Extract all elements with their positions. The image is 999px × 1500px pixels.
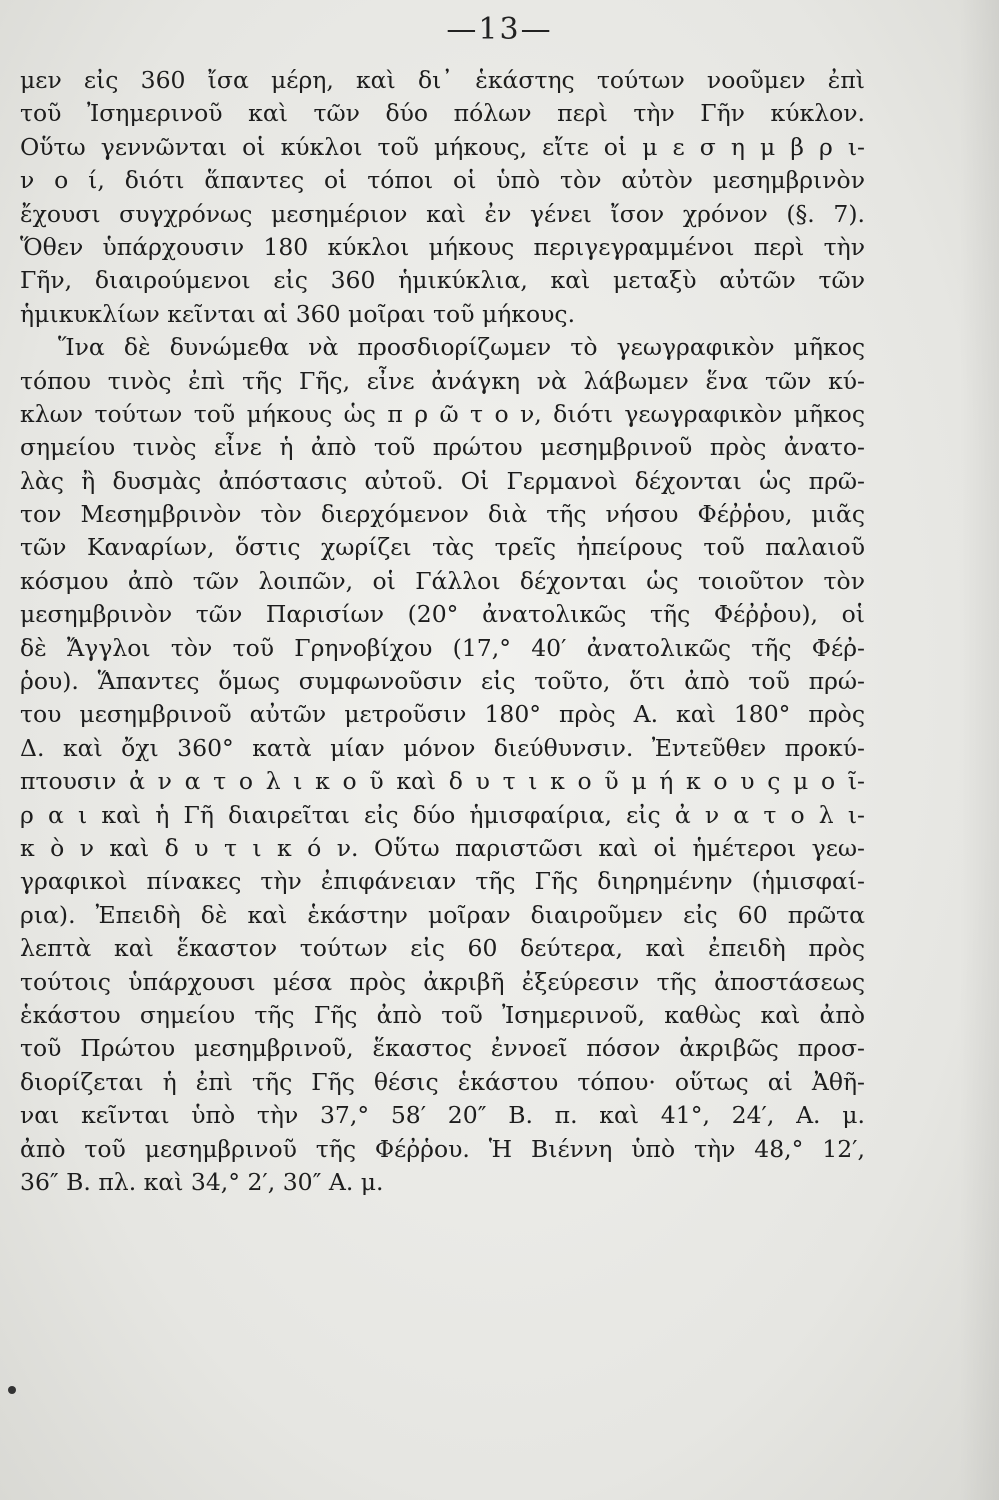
text-line: κλων τούτων τοῦ μήκους ὡς π ρ ῶ τ ο ν, διότι γεωγραφικὸν μῆκος xyxy=(20,399,865,428)
text-line: γραφικοὶ πίνακες τὴν ἐπιφάνειαν τῆς Γῆς διηρημένην (ἡμισφαί- xyxy=(20,867,865,896)
text-line: ἡμικυκλίων κεῖνται αἱ 360 μοῖραι τοῦ μήκους. xyxy=(20,299,576,328)
text-line: τοῦ Πρώτου μεσημβρινοῦ, ἕκαστος ἐννοεῖ πόσον ἀκριβῶς προσ- xyxy=(20,1034,865,1063)
text-line: ν ο ί, διότι ἅπαντες οἱ τόποι οἱ ὑπὸ τὸν αὐτὸν μεσημβρινὸν xyxy=(20,166,865,195)
text-line: πτουσιν ἀ ν α τ ο λ ι κ ο ῦ καὶ δ υ τ ι κ ο ῦ μ ή κ ο υ ς μ ο ῖ- xyxy=(20,767,865,796)
text-line: λεπτὰ καὶ ἕκαστον τούτων εἰς 60 δεύτερα, καὶ ἐπειδὴ πρὸς xyxy=(20,934,865,963)
body-text xyxy=(20,64,865,1199)
text-line: ρια). Ἐπειδὴ δὲ καὶ ἑκάστην μοῖραν διαιροῦμεν εἰς 60 πρῶτα xyxy=(20,900,865,929)
text-line: μεσημβρινὸν τῶν Παρισίων (20° ἀνατολικῶς τῆς Φέῤῥου), οἱ xyxy=(20,600,865,629)
text-line: τῶν Καναρίων, ὅστις χωρίζει τὰς τρεῖς ἠπείρους τοῦ παλαιοῦ xyxy=(20,533,865,562)
text-line: ῥου). Ἅπαντες ὅμως συμφωνοῦσιν εἰς τοῦτο, ὅτι ἀπὸ τοῦ πρώ- xyxy=(20,667,865,696)
text-line: Ἵνα δὲ δυνώμεθα νὰ προσδιορίζωμεν τὸ γεωγραφικὸν μῆκος xyxy=(58,333,865,362)
text-line: Δ. καὶ ὄχι 360° κατὰ μίαν μόνον διεύθυνσιν. Ἐντεῦθεν προκύ- xyxy=(20,733,865,762)
text-line: 36″ Β. πλ. καὶ 34,° 2′, 30″ Α. μ. xyxy=(20,1167,384,1196)
text-line: σημείου τινὸς εἶνε ἡ ἀπὸ τοῦ πρώτου μεσημβρινοῦ πρὸς ἀνατο- xyxy=(20,433,865,462)
text-line: ἑκάστου σημείου τῆς Γῆς ἀπὸ τοῦ Ἰσημερινοῦ, καθὼς καὶ ἀπὸ xyxy=(20,1000,865,1029)
page-number: —13— xyxy=(446,12,553,47)
text-line: Ὅθεν ὑπάρχουσιν 180 κύκλοι μήκους περιγεγραμμένοι περὶ τὴν xyxy=(20,232,865,261)
text-line: κ ὸ ν καὶ δ υ τ ι κ ό ν. Οὕτω παριστῶσι καὶ οἱ ἡμέτεροι γεω- xyxy=(20,833,865,862)
text-line: ρ α ι καὶ ἡ Γῆ διαιρεῖται εἰς δύο ἡμισφαίρια, εἰς ἀ ν α τ ο λ ι- xyxy=(20,800,865,829)
text-line: τον Μεσημβρινὸν τὸν διερχόμενον διὰ τῆς νήσου Φέῤῥου, μιᾶς xyxy=(20,500,865,529)
ink-speck xyxy=(8,1386,16,1394)
text-line: μεν εἰς 360 ἴσα μέρη, καὶ δι᾽ ἑκάστης τούτων νοοῦμεν ἐπὶ xyxy=(20,66,865,94)
text-line: τόπου τινὸς ἐπὶ τῆς Γῆς, εἶνε ἀνάγκη νὰ λάβωμεν ἕνα τῶν κύ- xyxy=(20,366,865,395)
text-line: Γῆν, διαιρούμενοι εἰς 360 ἡμικύκλια, καὶ μεταξὺ αὐτῶν τῶν xyxy=(20,266,865,295)
text-line: Οὕτω γεννῶνται οἱ κύκλοι τοῦ μήκους, εἴτε οἱ μ ε σ η μ β ρ ι- xyxy=(20,132,865,161)
text-line: ναι κεῖνται ὑπὸ τὴν 37,° 58′ 20″ Β. π. καὶ 41°, 24′, Α. μ. xyxy=(20,1101,865,1130)
text-line: τοῦ Ἰσημερινοῦ καὶ τῶν δύο πόλων περὶ τὴν Γῆν κύκλον. xyxy=(20,99,865,128)
text-line: του μεσημβρινοῦ αὐτῶν μετροῦσιν 180° πρὸς Α. καὶ 180° πρὸς xyxy=(20,700,865,729)
text-line: λὰς ἢ δυσμὰς ἀπόστασις αὐτοῦ. Οἱ Γερμανοὶ δέχονται ὡς πρῶ- xyxy=(20,466,865,495)
text-line: ἀπὸ τοῦ μεσημβρινοῦ τῆς Φέῤῥου. Ἡ Βιέννη ὑπὸ τὴν 48,° 12′, xyxy=(20,1134,865,1163)
text-line: τούτοις ὑπάρχουσι μέσα πρὸς ἀκριβῆ ἐξεύρεσιν τῆς ἀποστάσεως xyxy=(20,967,865,996)
text-line: διορίζεται ἡ ἐπὶ τῆς Γῆς θέσις ἑκάστου τόπου· οὕτως αἱ Ἀθῆ- xyxy=(20,1067,865,1096)
text-line: ἔχουσι συγχρόνως μεσημέριον καὶ ἐν γένει ἴσον χρόνον (§. 7). xyxy=(20,199,865,228)
text-line: κόσμου ἀπὸ τῶν λοιπῶν, οἱ Γάλλοι δέχονται ὡς τοιοῦτον τὸν xyxy=(20,566,865,595)
text-line: δὲ Ἄγγλοι τὸν τοῦ Γρηνοβίχου (17,° 40′ ἀνατολικῶς τῆς Φέῤ- xyxy=(20,633,865,662)
page-edge-shadow xyxy=(959,0,999,1500)
